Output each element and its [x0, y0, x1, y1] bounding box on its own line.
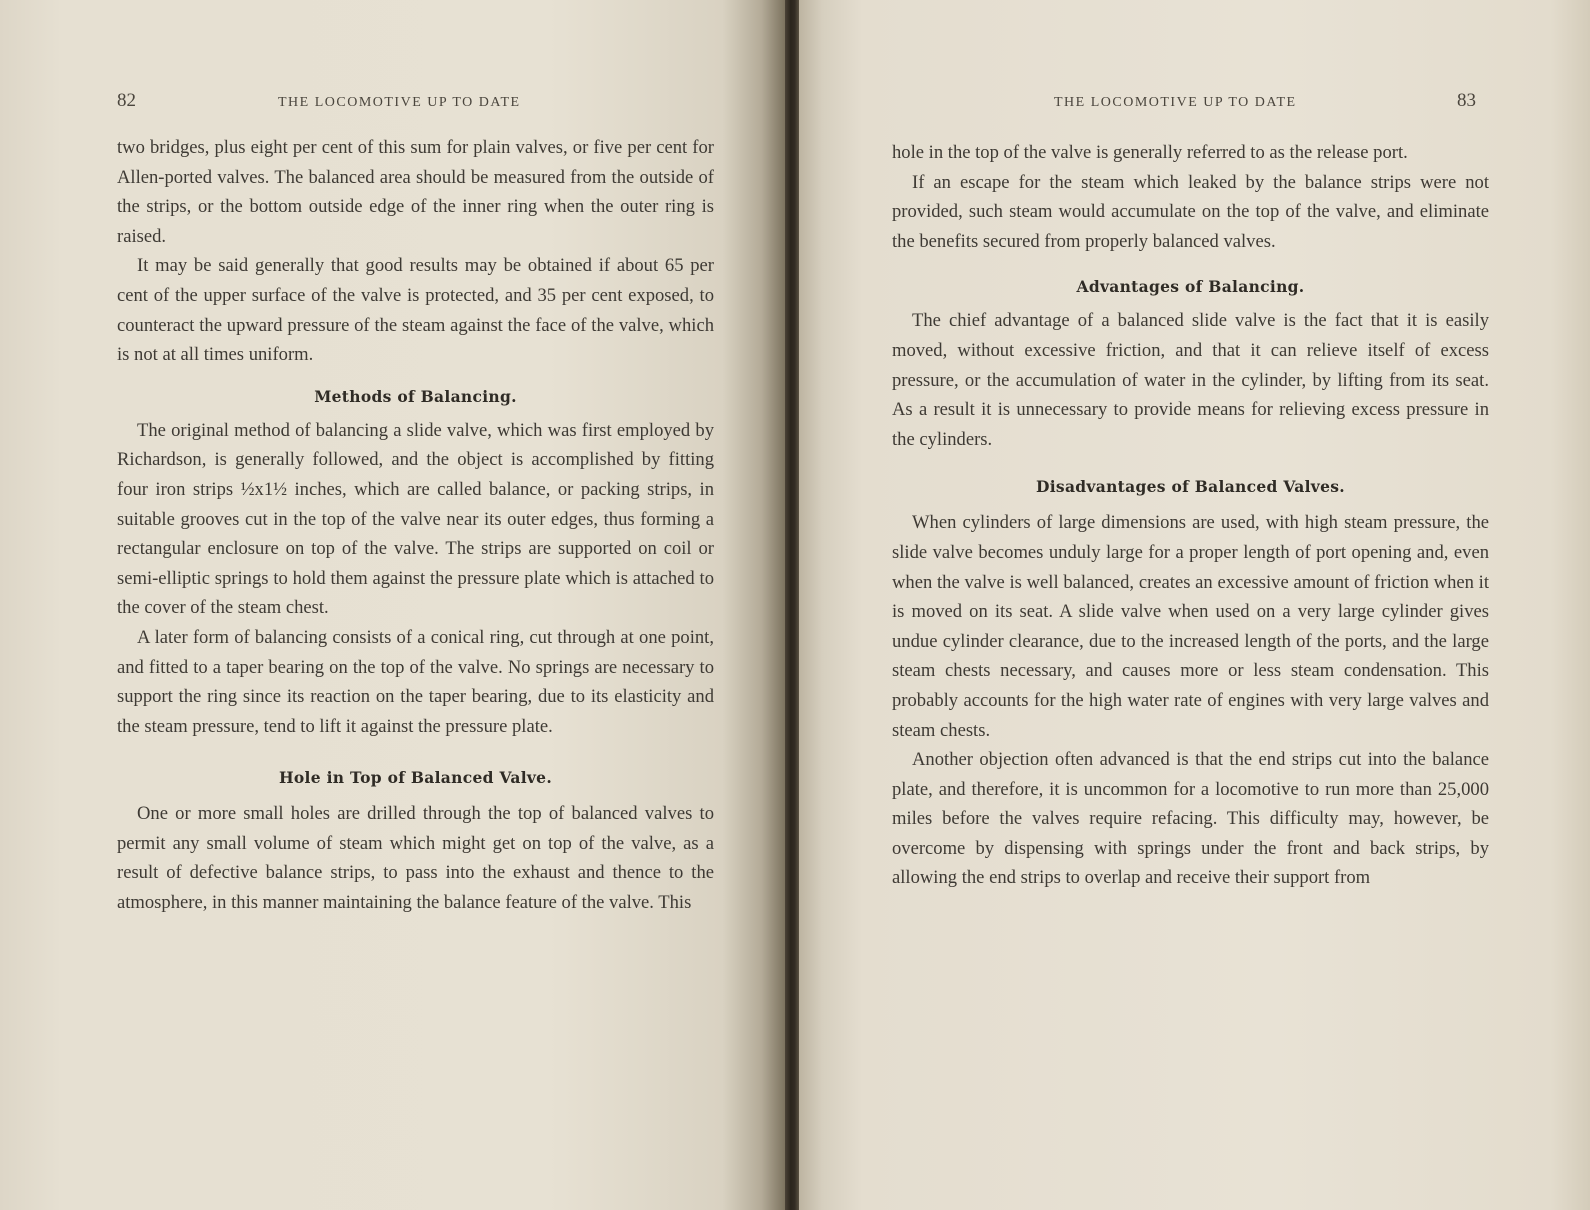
- left-page-header: [0, 92, 785, 116]
- section-heading-methods: Methods of Balancing.: [314, 386, 517, 406]
- right-page-body: [892, 138, 1489, 893]
- right-page: [799, 0, 1590, 1210]
- page-number: 82: [117, 90, 136, 111]
- paragraph: If an escape for the steam which leaked by the balance strips were not provided, such steam would accumulate on the top of the valve, and eliminate the benefits secured from properly balanced valves.: [892, 171, 1489, 252]
- right-page-header: [799, 92, 1590, 116]
- paragraph: The original method of balancing a slide valve, which was first employed by Richardson, is generally followed, and the object is accomplished by fitting four iron strips ½x1½ inches, which are called balance, or packing strips, in suitable grooves cut in the top of the valve near its outer edges, thus forming a rectangular enclosure on top of the valve. The strips are supported on coil or semi-elliptic springs to hold them against the pressure plate which is attached to the cover of the steam chest.: [117, 419, 714, 619]
- paragraph: two bridges, plus eight per cent of this sum for plain valves, or five per cent for Allen-ported valves. The balanced area should be measured from the outside of the strips, or the bottom outside edge of the inner ring when the outer ring is raised.: [117, 137, 714, 247]
- paragraph: One or more small holes are drilled through the top of balanced valves to permit any small volume of steam which might get on top of the valve, as a result of defective balance strips, to pass into the exhaust and thence to the atmosphere, in this manner maintaining the balance feature of the valve. This: [117, 803, 714, 914]
- section-heading-hole: Hole in Top of Balanced Valve.: [278, 768, 553, 788]
- section-heading-advantages: Advantages of Balancing.: [1076, 277, 1305, 297]
- book-gutter: [785, 0, 799, 1210]
- paragraph: A later form of balancing consists of a conical ring, cut through at one point, and fitted to a taper bearing on the top of the valve. No springs are necessary to support the ring since its reaction on the taper bearing, due to its elasticity and the steam pressure, tend to lift it against the pressure plate.: [117, 626, 714, 737]
- left-page-body: [117, 133, 714, 918]
- running-head: THE LOCOMOTIVE UP TO DATE: [278, 95, 521, 110]
- left-page: [0, 0, 785, 1210]
- paragraph: The chief advantage of a balanced slide valve is the fact that it is easily moved, without excessive friction, and that it can relieve itself of excess pressure, or the accumulation of water in the cylinder, by lifting from its seat. As a result it is unnecessary to provide means for relieving excess pressure in the cylinders.: [892, 310, 1489, 450]
- running-head: THE LOCOMOTIVE UP TO DATE: [1054, 95, 1297, 110]
- paragraph: When cylinders of large dimensions are used, with high steam pressure, the slide valve becomes unduly large for a proper length of port opening and, even when the valve is well balanced, creates an excessive amount of friction when it is moved on its seat. A slide valve when used on a very large cylinder gives undue cylinder clearance, due to the increased length of the ports, and the large steam chests necessary, and causes more or less steam condensation. This probably accounts for the high water rate of engines with very large valves and steam chests.: [892, 512, 1489, 741]
- paragraph: hole in the top of the valve is generally referred to as the release port.: [892, 142, 1408, 163]
- section-heading-disadvantages: Disadvantages of Balanced Valves.: [1036, 477, 1345, 497]
- paragraph: It may be said generally that good results may be obtained if about 65 per cent of the upper surface of the valve is protected, and 35 per cent exposed, to counteract the upward pressure of the steam against the face of the valve, which is not at all times uniform.: [117, 255, 714, 366]
- page-number: 83: [1457, 90, 1476, 111]
- paragraph: Another objection often advanced is that the end strips cut into the balance plate, and therefore, it is uncommon for a locomotive to run more than 25,000 miles before the valves require refacing. This difficulty may, however, be overcome by dispensing with springs under the front and back strips, by allowing the end strips to overlap and receive their support from: [892, 749, 1489, 889]
